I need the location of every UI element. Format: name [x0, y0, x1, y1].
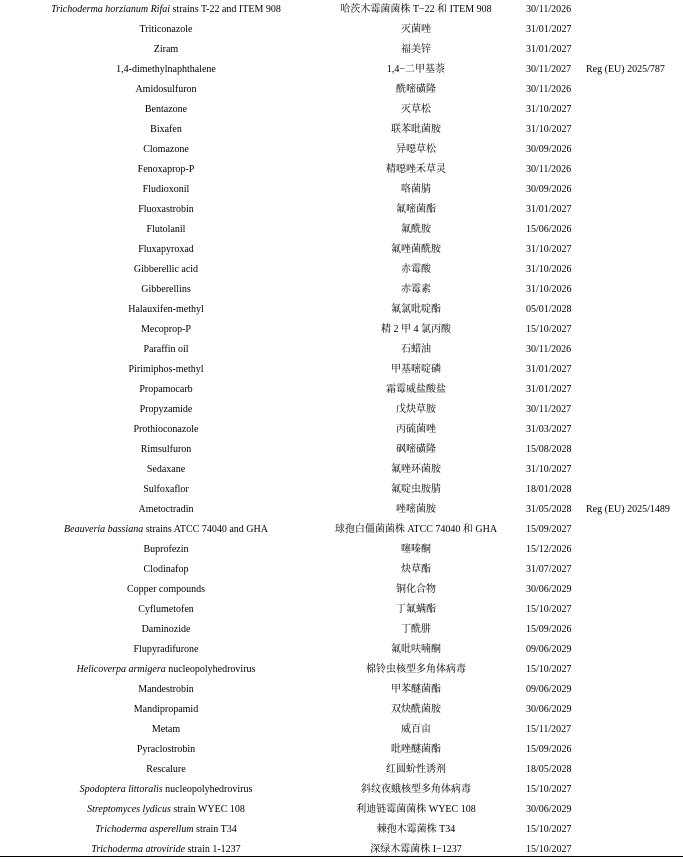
- substance-name-text: strains T-22 and ITEM 908: [170, 4, 281, 15]
- substance-name-text: Flutolanil: [146, 224, 186, 235]
- expiry-date: 31/05/2028: [526, 504, 572, 515]
- expiry-date: 30/11/2027: [526, 64, 572, 75]
- table-row: [0, 340, 683, 360]
- substance-name-en: [0, 380, 332, 400]
- substance-name-text: strains ATCC 74040 and GHA: [143, 524, 268, 535]
- substance-name-text: Cyflumetofen: [138, 604, 194, 615]
- table-row: [0, 200, 683, 220]
- substance-name-cn: 炔草酯: [401, 564, 431, 575]
- substance-name-cn: 精噁唑禾草灵: [386, 164, 446, 175]
- substance-name-cn: 赤霉素: [401, 284, 431, 295]
- substance-name-en: [0, 500, 332, 520]
- expiry-date: 31/01/2027: [526, 24, 572, 35]
- regulation-reference: Reg (EU) 2025/787: [586, 64, 665, 75]
- substance-name-text: Clodinafop: [143, 564, 189, 575]
- expiry-date: 30/11/2026: [526, 4, 572, 15]
- expiry-date: 15/10/2027: [526, 604, 572, 615]
- table-row: [0, 420, 683, 440]
- expiry-date: 31/10/2027: [526, 464, 572, 475]
- table-row: [0, 260, 683, 280]
- expiry-date: 15/10/2027: [526, 844, 572, 855]
- substance-name-cn: 甲基嘧啶磷: [391, 364, 441, 375]
- substance-name-cn: 丙硫菌唑: [396, 424, 436, 435]
- expiry-date: 30/09/2026: [526, 184, 572, 195]
- expiry-date: 31/01/2027: [526, 204, 572, 215]
- expiry-date: 15/11/2027: [526, 724, 572, 735]
- table-row: [0, 220, 683, 240]
- expiry-date: 31/01/2027: [526, 384, 572, 395]
- table-row: [0, 240, 683, 260]
- table-row: [0, 40, 683, 60]
- substance-name-en: [0, 700, 332, 720]
- substance-name-cn: 酰嘧磺隆: [396, 84, 436, 95]
- table-row: [0, 800, 683, 820]
- substance-name-en: [0, 480, 332, 500]
- table-row: [0, 380, 683, 400]
- substance-name-cn: 赤霉酸: [401, 264, 431, 275]
- table-row: [0, 820, 683, 840]
- expiry-date: 31/01/2027: [526, 44, 572, 55]
- substance-name-text: strain T34: [193, 824, 237, 835]
- substance-name-text: Mandipropamid: [133, 704, 199, 715]
- substance-name-italic: Trichoderma asperellum: [95, 824, 194, 835]
- substance-name-en: [0, 740, 332, 760]
- substance-name-en: [0, 460, 332, 480]
- substance-name-en: [0, 660, 332, 680]
- substance-name-text: Bixafen: [150, 124, 182, 135]
- substance-name-text: Rescalure: [146, 764, 186, 775]
- substance-name-en: [0, 40, 332, 60]
- substance-name-cn: 球孢白僵菌菌株 ATCC 74040 和 GHA: [334, 524, 498, 535]
- expiry-date: 31/10/2027: [526, 104, 572, 115]
- substance-name-en: [0, 100, 332, 120]
- expiry-date: 30/09/2026: [526, 144, 572, 155]
- table-row: [0, 560, 683, 580]
- substance-name-text: Buprofezin: [143, 544, 189, 555]
- table-row: [0, 520, 683, 540]
- table-row: [0, 580, 683, 600]
- expiry-date: 30/11/2026: [526, 84, 572, 95]
- expiry-date: 15/10/2027: [526, 664, 572, 675]
- substance-name-text: Daminozide: [141, 624, 191, 635]
- substance-name-en: [0, 300, 332, 320]
- substance-name-en: [0, 0, 332, 20]
- expiry-date: 09/06/2029: [526, 684, 572, 695]
- substance-name-text: Sulfoxaflor: [143, 484, 189, 495]
- table-row: [0, 320, 683, 340]
- table-row: [0, 120, 683, 140]
- substance-name-en: [0, 580, 332, 600]
- substance-name-text: Copper compounds: [126, 584, 206, 595]
- substance-name-text: 1,4-dimethylnaphthalene: [116, 64, 216, 75]
- table-row: [0, 640, 683, 660]
- table-row: [0, 180, 683, 200]
- substance-name-cn: 棉铃虫核型多角体病毒: [366, 664, 466, 675]
- substance-name-text: Rimsulfuron: [140, 444, 192, 455]
- substance-name-cn: 利迪链霉菌菌株 WYEC 108: [356, 804, 476, 815]
- table-row: [0, 20, 683, 40]
- table-row: [0, 680, 683, 700]
- table-row: [0, 80, 683, 100]
- substance-name-text: Mandestrobin: [138, 684, 194, 695]
- substance-name-cn: 氟氯吡啶酯: [391, 304, 441, 315]
- substance-name-cn: 氟唑菌酰胺: [391, 244, 441, 255]
- substance-name-en: [0, 440, 332, 460]
- substance-name-text: Fluoxastrobin: [138, 204, 194, 215]
- expiry-date: 30/06/2029: [526, 704, 572, 715]
- substance-name-en: [0, 680, 332, 700]
- substance-name-text: Prothioconazole: [133, 424, 199, 435]
- expiry-date: 31/07/2027: [526, 564, 572, 575]
- substance-name-text: nucleopolyhedrovirus: [165, 664, 256, 675]
- substance-name-text: Gibberellins: [141, 284, 191, 295]
- substance-name-text: nucleopolyhedrovirus: [162, 784, 253, 795]
- substance-name-text: Paraffin oil: [143, 344, 189, 355]
- substance-name-en: [0, 80, 332, 100]
- substance-name-text: Flupyradifurone: [133, 644, 199, 655]
- table-row: [0, 300, 683, 320]
- substance-name-cn: 戊炔草胺: [396, 404, 436, 415]
- substance-name-text: Fenoxaprop-P: [137, 164, 195, 175]
- substance-name-en: [0, 360, 332, 380]
- substance-name-italic: Spodoptera littoralis: [79, 784, 163, 795]
- substance-name-text: Propyzamide: [139, 404, 193, 415]
- substance-name-cn: 氟啶虫胺腈: [391, 484, 441, 495]
- substance-name-text: Propamocarb: [139, 384, 193, 395]
- substance-name-en: [0, 160, 332, 180]
- substance-name-text: Fludioxonil: [142, 184, 190, 195]
- substance-name-cn: 异噁草松: [396, 144, 436, 155]
- substance-name-text: Gibberellic acid: [133, 264, 199, 275]
- expiry-date: 05/01/2028: [526, 304, 572, 315]
- substance-name-en: [0, 760, 332, 780]
- substance-name-cn: 威百亩: [401, 724, 431, 735]
- substance-name-en: [0, 640, 332, 660]
- substance-name-text: Metam: [151, 724, 181, 735]
- expiry-date: 31/10/2027: [526, 244, 572, 255]
- table-row: [0, 760, 683, 780]
- substance-name-cn: 氟嘧菌酯: [396, 204, 436, 215]
- substance-name-cn: 氟酰胺: [401, 224, 431, 235]
- substance-name-en: [0, 320, 332, 340]
- substance-name-cn: 砜嘧磺隆: [396, 444, 436, 455]
- substance-name-cn: 灭草松: [401, 104, 431, 115]
- expiry-date: 31/10/2026: [526, 284, 572, 295]
- expiry-date: 18/05/2028: [526, 764, 572, 775]
- substance-name-cn: 棘孢木霉菌株 T34: [376, 824, 456, 835]
- expiry-date: 15/09/2026: [526, 744, 572, 755]
- expiry-date: 30/11/2026: [526, 344, 572, 355]
- substance-name-italic: Trichoderma atroviride: [91, 844, 186, 855]
- substance-name-en: [0, 140, 332, 160]
- substance-name-italic: Trichoderma horzianum Rifai: [51, 4, 171, 15]
- substance-name-text: Mecoprop-P: [141, 324, 191, 335]
- substance-name-text: Pirimiphos-methyl: [128, 364, 204, 375]
- expiry-date: 09/06/2029: [526, 644, 572, 655]
- table-row: [0, 780, 683, 800]
- substance-name-en: [0, 260, 332, 280]
- table-row: [0, 500, 683, 520]
- substance-name-cn: 福美锌: [401, 44, 431, 55]
- substance-name-cn: 1,4−二甲基萘: [386, 64, 446, 75]
- substance-name-en: [0, 540, 332, 560]
- table-row: [0, 620, 683, 640]
- expiry-date: 31/03/2027: [526, 424, 572, 435]
- table-row: [0, 280, 683, 300]
- substance-name-text: Fluxapyroxad: [138, 244, 194, 255]
- expiry-date: 30/11/2026: [526, 164, 572, 175]
- expiry-date: 30/11/2027: [526, 404, 572, 415]
- table-row: [0, 360, 683, 380]
- substance-name-italic: Beauveria bassiana: [64, 524, 144, 535]
- substance-name-cn: 斜纹夜蛾核型多角体病毒: [361, 784, 471, 795]
- expiry-date: 15/10/2027: [526, 824, 572, 835]
- table-row: [0, 540, 683, 560]
- table-row: [0, 140, 683, 160]
- substance-name-cn: 石蜡油: [401, 344, 431, 355]
- table-bottom-rule: [0, 856, 683, 857]
- substance-name-text: strain WYEC 108: [170, 804, 245, 815]
- substance-name-cn: 深绿木霉菌株 I−1237: [370, 844, 462, 855]
- substance-name-text: Clomazone: [143, 144, 189, 155]
- substance-name-text: Bentazone: [144, 104, 188, 115]
- substance-name-en: [0, 60, 332, 80]
- expiry-date: 31/10/2027: [526, 124, 572, 135]
- expiry-date: 15/06/2026: [526, 224, 572, 235]
- substance-name-en: [0, 820, 332, 840]
- table-row: [0, 460, 683, 480]
- table-row: [0, 440, 683, 460]
- substance-name-text: Halauxifen-methyl: [128, 304, 204, 315]
- substance-name-cn: 霜霉威盐酸盐: [386, 384, 446, 395]
- table-row: [0, 660, 683, 680]
- table-row: [0, 400, 683, 420]
- substance-name-cn: 红圆蚧性诱剂: [386, 764, 446, 775]
- substance-name-text: Triticonazole: [139, 24, 193, 35]
- substance-name-cn: 铜化合物: [396, 584, 436, 595]
- substance-name-en: [0, 840, 332, 860]
- substance-name-text: Ziram: [153, 44, 179, 55]
- substance-name-text: Ametoctradin: [138, 504, 194, 515]
- substance-name-en: [0, 800, 332, 820]
- table-row: [0, 100, 683, 120]
- substance-name-en: [0, 20, 332, 40]
- substance-name-en: [0, 220, 332, 240]
- substance-name-cn: 吡唑醚菌酯: [391, 744, 441, 755]
- table-row: [0, 480, 683, 500]
- substance-name-cn: 双炔酰菌胺: [391, 704, 441, 715]
- substance-name-en: [0, 200, 332, 220]
- expiry-date: 15/08/2028: [526, 444, 572, 455]
- expiry-date: 31/01/2027: [526, 364, 572, 375]
- substance-name-cn: 唑嘧菌胺: [396, 504, 436, 515]
- substance-name-cn: 精 2 甲 4 氯丙酸: [381, 324, 451, 335]
- expiry-date: 30/06/2029: [526, 804, 572, 815]
- expiry-date: 15/10/2027: [526, 784, 572, 795]
- substance-name-italic: Helicoverpa armigera: [76, 664, 166, 675]
- substance-name-cn: 哈茨木霉菌菌株 T−22 和 ITEM 908: [340, 4, 492, 15]
- expiry-date: 15/10/2027: [526, 324, 572, 335]
- substance-name-en: [0, 240, 332, 260]
- substance-name-cn: 灭菌唑: [401, 24, 431, 35]
- substance-name-en: [0, 780, 332, 800]
- substance-name-text: strain 1-1237: [185, 844, 241, 855]
- table-row: [0, 600, 683, 620]
- substance-name-text: Pyraclostrobin: [136, 744, 196, 755]
- substance-name-en: [0, 180, 332, 200]
- substance-name-en: [0, 560, 332, 580]
- regulation-reference: Reg (EU) 2025/1489: [586, 504, 670, 515]
- expiry-date: 15/12/2026: [526, 544, 572, 555]
- table-row: [0, 840, 683, 860]
- expiry-date: 31/10/2026: [526, 264, 572, 275]
- substance-name-cn: 联苯吡菌胺: [391, 124, 441, 135]
- substance-name-en: [0, 720, 332, 740]
- substance-name-cn: 丁酰肼: [401, 624, 431, 635]
- substance-name-en: [0, 340, 332, 360]
- table-row: [0, 740, 683, 760]
- substance-name-en: [0, 420, 332, 440]
- substance-name-cn: 氟吡呋喃酮: [391, 644, 441, 655]
- substance-name-en: [0, 620, 332, 640]
- substance-name-text: Amidosulfuron: [135, 84, 197, 95]
- substance-name-en: [0, 600, 332, 620]
- table-row: [0, 60, 683, 80]
- table-row: [0, 160, 683, 180]
- substance-name-text: Sedaxane: [146, 464, 186, 475]
- table-row: [0, 720, 683, 740]
- substance-name-en: [0, 120, 332, 140]
- expiry-date: 30/06/2029: [526, 584, 572, 595]
- substance-name-en: [0, 520, 332, 540]
- expiry-date: 18/01/2028: [526, 484, 572, 495]
- table-row: [0, 0, 683, 20]
- substance-name-cn: 氟唑环菌胺: [391, 464, 441, 475]
- substance-name-italic: Streptomyces lydicus: [87, 804, 171, 815]
- substance-name-cn: 丁氟螨酯: [396, 604, 436, 615]
- substance-name-en: [0, 400, 332, 420]
- expiry-date: 15/09/2026: [526, 624, 572, 635]
- table-row: [0, 700, 683, 720]
- substance-name-en: [0, 280, 332, 300]
- substance-name-cn: 噻嗪酮: [401, 544, 431, 555]
- substance-name-cn: 咯菌腈: [401, 184, 431, 195]
- substance-name-cn: 甲苯醚菌酯: [391, 684, 441, 695]
- expiry-date: 15/09/2027: [526, 524, 572, 535]
